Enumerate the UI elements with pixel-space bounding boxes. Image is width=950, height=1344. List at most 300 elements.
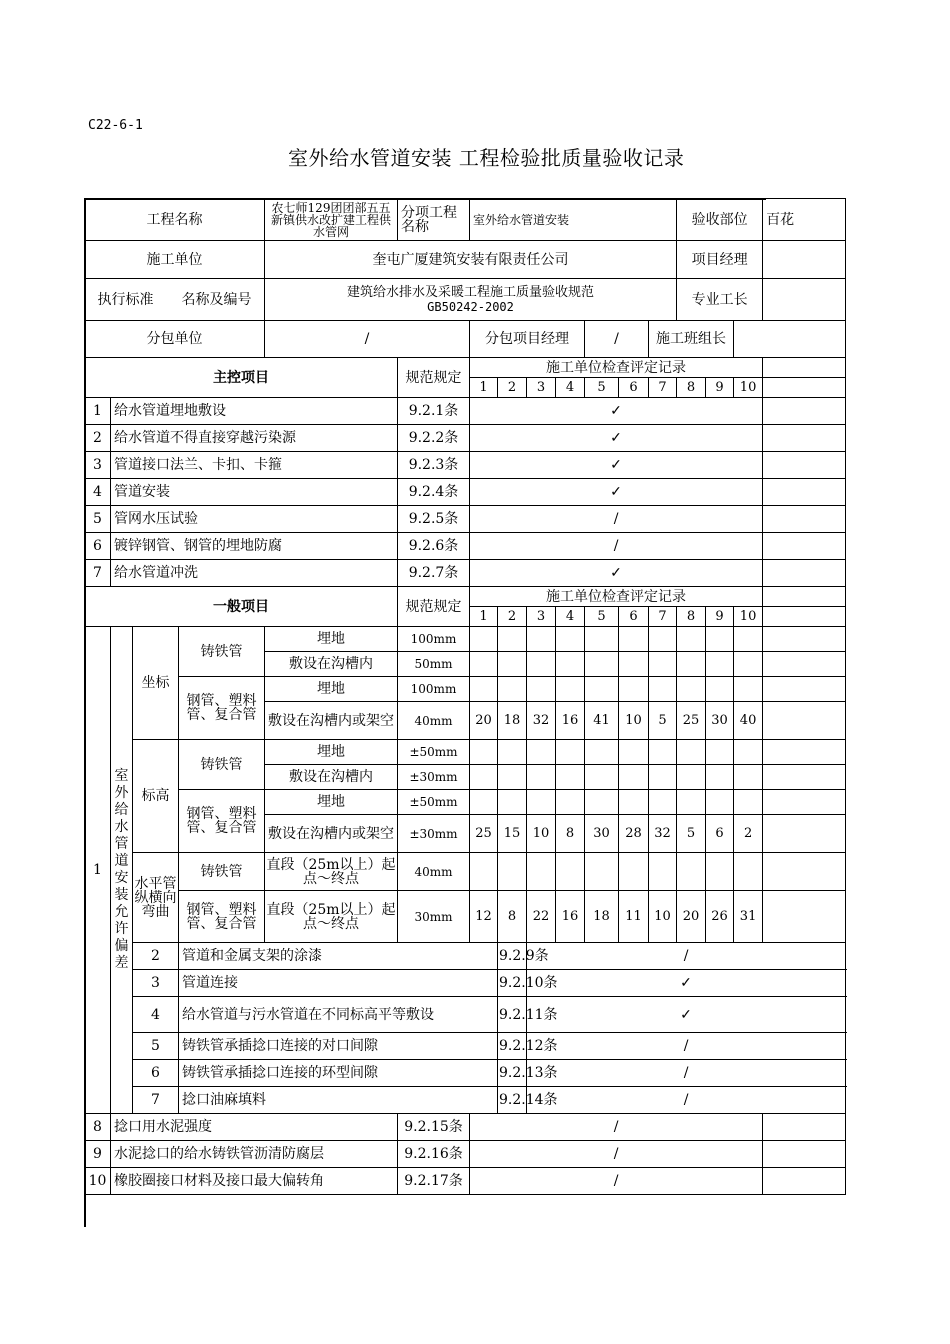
measure-value — [706, 652, 734, 677]
blank-cell — [763, 1141, 846, 1168]
item-name: 水泥捻口的给水铸铁管沥清防腐层 — [111, 1141, 398, 1168]
table-row — [85, 506, 846, 533]
measure-value — [677, 740, 706, 765]
cast-iron-label: 铸铁管 — [179, 740, 265, 790]
measure-value — [498, 853, 527, 891]
item-no: 5 — [85, 506, 111, 533]
table-row — [85, 853, 846, 891]
item-name: 给水管道埋地敷设 — [111, 398, 398, 425]
item-spec: 9.2.7条 — [398, 560, 470, 587]
item-no: 10 — [85, 1168, 111, 1195]
spec-value: ±50mm — [398, 740, 470, 765]
item-name: 管道安装 — [111, 479, 398, 506]
item-result: / — [470, 1114, 763, 1141]
item-no: 3 — [85, 452, 111, 479]
in-trench-label: 敷设在沟槽内 — [265, 765, 398, 790]
blank-cell — [763, 452, 846, 479]
cast-iron-label: 铸铁管 — [179, 853, 265, 891]
measure-value: 15 — [498, 815, 527, 853]
measure-value: 41 — [585, 702, 619, 740]
measure-value — [527, 652, 556, 677]
col-header: 8 — [677, 607, 706, 627]
table-row — [85, 321, 846, 358]
item-name: 给水管道冲洗 — [111, 560, 398, 587]
blank-cell — [763, 1168, 846, 1195]
team-label: 施工班组长 — [649, 321, 734, 358]
item-name: 管道接口法兰、卡扣、卡箍 — [111, 452, 398, 479]
project-name-value: 农七师129团团部五五新镇供水改扩建工程供水管网 — [265, 199, 398, 241]
blank-cell — [763, 1114, 846, 1141]
table-row — [85, 560, 846, 587]
measure-value: 25 — [470, 815, 498, 853]
measure-value — [649, 765, 677, 790]
blank-cell — [763, 677, 846, 702]
measure-value — [734, 853, 763, 891]
table-row — [85, 1141, 846, 1168]
measure-value — [556, 627, 585, 652]
measure-value — [498, 677, 527, 702]
measure-value — [734, 740, 763, 765]
blank-cell — [763, 652, 846, 677]
sub-pm-label: 分包项目经理 — [470, 321, 585, 358]
pm-label: 项目经理 — [677, 241, 763, 279]
standard-code: GB50242-2002 — [427, 299, 514, 314]
measure-value — [619, 677, 649, 702]
measure-value: 10 — [619, 702, 649, 740]
form-code: C22-6-1 — [88, 118, 143, 133]
item-name: 管道连接 — [179, 970, 498, 997]
spec-value: 50mm — [398, 652, 470, 677]
measure-value: 20 — [677, 891, 706, 943]
measure-value — [527, 790, 556, 815]
measure-value — [706, 677, 734, 702]
measure-value — [649, 740, 677, 765]
in-trench-label: 敷设在沟槽内 — [265, 652, 398, 677]
measure-value: 5 — [677, 815, 706, 853]
cast-iron-label: 铸铁管 — [179, 627, 265, 677]
measure-value: 28 — [619, 815, 649, 853]
col-header: 4 — [556, 378, 585, 398]
measure-value — [556, 677, 585, 702]
blank-cell — [763, 378, 846, 398]
deviation-no: 1 — [85, 627, 111, 1114]
col-header: 9 — [706, 378, 734, 398]
item-spec: 9.2.2条 — [398, 425, 470, 452]
measure-value — [585, 853, 619, 891]
measure-value — [556, 652, 585, 677]
table-row — [85, 279, 846, 321]
item-spec: 9.2.13条 — [498, 1060, 527, 1087]
col-header: 1 — [470, 378, 498, 398]
measure-value — [498, 765, 527, 790]
horiz-label: 水平管纵横向弯曲 — [133, 853, 179, 943]
measure-value: 11 — [619, 891, 649, 943]
item-no: 1 — [85, 398, 111, 425]
col-header: 5 — [585, 607, 619, 627]
measure-value — [498, 740, 527, 765]
buried-label: 埋地 — [265, 627, 398, 652]
measure-value — [556, 853, 585, 891]
measure-value: 30 — [706, 702, 734, 740]
sub-pm-value: / — [585, 321, 649, 358]
item-no: 8 — [85, 1114, 111, 1141]
table-row — [85, 587, 846, 607]
measure-value — [527, 627, 556, 652]
item-spec: 9.2.3条 — [398, 452, 470, 479]
measure-value: 16 — [556, 702, 585, 740]
item-no: 7 — [85, 560, 111, 587]
table-row — [85, 677, 846, 702]
constructor-value: 奎屯广厦建筑安装有限责任公司 — [265, 241, 677, 279]
measure-value — [470, 790, 498, 815]
table-row — [85, 199, 846, 241]
measure-value — [734, 790, 763, 815]
measure-value — [585, 627, 619, 652]
page-title: 室外给水管道安装 工程检验批质量验收记录 — [288, 146, 685, 170]
steel-plastic-label: 钢管、塑料管、复合管 — [179, 790, 265, 853]
table-row — [85, 358, 846, 378]
constructor-label: 施工单位 — [85, 241, 265, 279]
measure-value — [677, 652, 706, 677]
spec-value: 30mm — [398, 891, 470, 943]
measure-value — [527, 677, 556, 702]
item-name: 铸铁管承插捻口连接的环型间隙 — [179, 1060, 498, 1087]
col-header: 2 — [498, 607, 527, 627]
foreman-value — [763, 279, 846, 321]
standard-value — [265, 279, 677, 321]
subitem-label: 分项工程名称 — [398, 199, 470, 241]
table-row — [85, 1033, 846, 1060]
measure-value — [649, 790, 677, 815]
spec-value: 100mm — [398, 627, 470, 652]
item-result: / — [527, 1033, 846, 1060]
table-row — [85, 970, 846, 997]
col-header: 5 — [585, 378, 619, 398]
measure-value: 32 — [649, 815, 677, 853]
item-no: 4 — [85, 479, 111, 506]
measure-value — [556, 790, 585, 815]
table-top-border — [84, 198, 766, 200]
table-row — [85, 627, 846, 652]
item-spec: 9.2.10条 — [498, 970, 527, 997]
measure-value: 2 — [734, 815, 763, 853]
table-row — [85, 1114, 846, 1141]
steel-plastic-label: 钢管、塑料管、复合管 — [179, 677, 265, 740]
main-section-label: 主控项目 — [85, 358, 398, 398]
measure-value — [619, 790, 649, 815]
measure-value — [619, 853, 649, 891]
measure-value — [619, 652, 649, 677]
buried-label: 埋地 — [265, 677, 398, 702]
measure-value — [470, 765, 498, 790]
item-spec: 9.2.6条 — [398, 533, 470, 560]
blank-cell — [763, 533, 846, 560]
standard-name: 建筑给水排水及采暖工程施工质量验收规范 — [347, 284, 595, 300]
measure-value — [734, 677, 763, 702]
measure-value: 8 — [556, 815, 585, 853]
measure-value — [527, 765, 556, 790]
table-row — [85, 533, 846, 560]
item-no: 2 — [85, 425, 111, 452]
spec-label: 规范规定 — [398, 587, 470, 627]
col-header: 9 — [706, 607, 734, 627]
measure-value: 8 — [498, 891, 527, 943]
item-result: ✓ — [470, 425, 763, 452]
spec-label: 规范规定 — [398, 358, 470, 398]
measure-value — [677, 627, 706, 652]
item-result: / — [470, 506, 763, 533]
col-header: 1 — [470, 607, 498, 627]
item-result: / — [470, 533, 763, 560]
table-row — [85, 740, 846, 765]
spec-value: ±30mm — [398, 815, 470, 853]
buried-label: 埋地 — [265, 790, 398, 815]
item-result: ✓ — [527, 997, 846, 1033]
blank-cell — [763, 702, 846, 740]
item-spec: 9.2.15条 — [398, 1114, 470, 1141]
steel-plastic-label: 钢管、塑料管、复合管 — [179, 891, 265, 943]
measure-value — [706, 853, 734, 891]
table-row — [85, 1087, 846, 1114]
measure-value — [470, 627, 498, 652]
measure-value — [677, 765, 706, 790]
item-spec: 9.2.11条 — [498, 997, 527, 1033]
measure-value — [649, 677, 677, 702]
measure-value: 10 — [649, 891, 677, 943]
table-row — [85, 1168, 846, 1195]
measure-value — [498, 790, 527, 815]
col-header: 6 — [619, 378, 649, 398]
sub-unit-label: 分包单位 — [85, 321, 265, 358]
measure-value — [706, 740, 734, 765]
table-row — [85, 891, 846, 943]
measure-value: 20 — [470, 702, 498, 740]
measure-value — [649, 652, 677, 677]
item-name: 管网水压试验 — [111, 506, 398, 533]
item-spec: 9.2.17条 — [398, 1168, 470, 1195]
item-no: 4 — [133, 997, 179, 1033]
coord-label: 坐标 — [133, 627, 179, 740]
measure-value — [585, 765, 619, 790]
measure-value: 12 — [470, 891, 498, 943]
measure-value — [734, 765, 763, 790]
col-header: 4 — [556, 607, 585, 627]
col-header: 6 — [619, 607, 649, 627]
item-result: / — [527, 1060, 846, 1087]
measure-value — [734, 652, 763, 677]
measure-value — [470, 677, 498, 702]
item-no: 2 — [133, 943, 179, 970]
item-spec: 9.2.5条 — [398, 506, 470, 533]
spec-value: 40mm — [398, 853, 470, 891]
blank-cell — [763, 506, 846, 533]
blank-cell — [763, 479, 846, 506]
item-result: / — [470, 1168, 763, 1195]
item-name: 捻口油麻填料 — [179, 1087, 498, 1114]
trench-or-air-label: 敷设在沟槽内或架空 — [265, 815, 398, 853]
table-row — [85, 479, 846, 506]
table-left-border — [84, 198, 86, 1227]
measure-value — [649, 853, 677, 891]
blank-cell — [763, 607, 846, 627]
buried-label: 埋地 — [265, 740, 398, 765]
measure-value — [498, 627, 527, 652]
spec-value: ±30mm — [398, 765, 470, 790]
item-result: ✓ — [470, 479, 763, 506]
col-header: 3 — [527, 607, 556, 627]
blank-cell — [763, 853, 846, 891]
form-table-viewport[interactable] — [84, 198, 795, 1228]
table-row — [85, 241, 846, 279]
spec-value: 40mm — [398, 702, 470, 740]
blank-cell — [763, 740, 846, 765]
blank-cell — [763, 790, 846, 815]
measure-value: 6 — [706, 815, 734, 853]
item-result: ✓ — [470, 560, 763, 587]
team-value — [734, 321, 846, 358]
item-no: 5 — [133, 1033, 179, 1060]
standard-label: 执行标准 名称及编号 — [85, 279, 265, 321]
measure-value — [706, 627, 734, 652]
table-row — [85, 997, 846, 1033]
measure-value — [619, 740, 649, 765]
item-name: 铸铁管承插捻口连接的对口间隙 — [179, 1033, 498, 1060]
measure-value — [527, 853, 556, 891]
item-name: 橡胶圈接口材料及接口最大偏转角 — [111, 1168, 398, 1195]
sub-unit-value: / — [265, 321, 470, 358]
straight-label: 直段（25m以上）起点～终点 — [265, 891, 398, 943]
table-row — [85, 943, 846, 970]
measure-value: 16 — [556, 891, 585, 943]
table-row — [85, 398, 846, 425]
measure-value — [585, 652, 619, 677]
table-row — [85, 452, 846, 479]
measure-value — [470, 652, 498, 677]
measure-value — [619, 627, 649, 652]
item-spec: 9.2.16条 — [398, 1141, 470, 1168]
measure-value: 40 — [734, 702, 763, 740]
vertical-label: 室外给水管道安装允许偏差 — [114, 768, 129, 971]
general-section-label: 一般项目 — [85, 587, 398, 627]
measure-value — [585, 790, 619, 815]
item-spec: 9.2.9条 — [498, 943, 527, 970]
measure-value — [556, 765, 585, 790]
measure-value: 22 — [527, 891, 556, 943]
item-no: 6 — [85, 533, 111, 560]
measure-value — [498, 652, 527, 677]
measure-value — [677, 677, 706, 702]
item-no: 7 — [133, 1087, 179, 1114]
measure-value — [619, 765, 649, 790]
col-header: 8 — [677, 378, 706, 398]
measure-value: 25 — [677, 702, 706, 740]
item-name: 镀锌钢管、钢管的埋地防腐 — [111, 533, 398, 560]
blank-cell — [763, 425, 846, 452]
pm-value — [763, 241, 846, 279]
straight-label: 直段（25m以上）起点～终点 — [265, 853, 398, 891]
check-record-label: 施工单位检查评定记录 — [470, 358, 763, 378]
measure-value — [585, 740, 619, 765]
table-row — [85, 790, 846, 815]
blank-cell — [763, 815, 846, 853]
col-header: 2 — [498, 378, 527, 398]
item-result: ✓ — [470, 452, 763, 479]
measure-value: 26 — [706, 891, 734, 943]
item-result: ✓ — [527, 970, 846, 997]
measure-value — [470, 853, 498, 891]
item-no: 6 — [133, 1060, 179, 1087]
inspection-form-table — [84, 198, 846, 1195]
trench-or-air-label: 敷设在沟槽内或架空 — [265, 702, 398, 740]
blank-cell — [763, 765, 846, 790]
measure-value — [470, 740, 498, 765]
item-name: 给水管道不得直接穿越污染源 — [111, 425, 398, 452]
item-spec: 9.2.1条 — [398, 398, 470, 425]
item-result: / — [470, 1141, 763, 1168]
measure-value — [734, 627, 763, 652]
measure-value: 18 — [585, 891, 619, 943]
blank-cell — [763, 891, 846, 943]
measure-value — [677, 790, 706, 815]
item-result: / — [527, 1087, 846, 1114]
deviation-label — [111, 627, 133, 1114]
blank-cell — [763, 358, 846, 378]
item-result: ✓ — [470, 398, 763, 425]
measure-value: 31 — [734, 891, 763, 943]
measure-value — [706, 790, 734, 815]
col-header: 7 — [649, 378, 677, 398]
item-no: 9 — [85, 1141, 111, 1168]
elev-label: 标高 — [133, 740, 179, 853]
col-header: 10 — [734, 378, 763, 398]
spec-value: ±50mm — [398, 790, 470, 815]
measure-value — [677, 853, 706, 891]
col-header: 7 — [649, 607, 677, 627]
measure-value: 18 — [498, 702, 527, 740]
measure-value — [556, 740, 585, 765]
project-name-label: 工程名称 — [85, 199, 265, 241]
item-no: 3 — [133, 970, 179, 997]
accept-part-value: 百花 — [763, 199, 846, 241]
item-name: 捻口用水泥强度 — [111, 1114, 398, 1141]
measure-value: 5 — [649, 702, 677, 740]
measure-value — [706, 765, 734, 790]
blank-cell — [763, 560, 846, 587]
item-name: 给水管道与污水管道在不同标高平等敷设 — [179, 997, 498, 1033]
item-spec: 9.2.4条 — [398, 479, 470, 506]
item-name: 管道和金属支架的涂漆 — [179, 943, 498, 970]
item-spec: 9.2.12条 — [498, 1033, 527, 1060]
item-spec: 9.2.14条 — [498, 1087, 527, 1114]
table-row — [85, 425, 846, 452]
measure-value: 10 — [527, 815, 556, 853]
measure-value — [585, 677, 619, 702]
foreman-label: 专业工长 — [677, 279, 763, 321]
subitem-value: 室外给水管道安装 — [470, 199, 677, 241]
accept-part-label: 验收部位 — [677, 199, 763, 241]
blank-cell — [763, 627, 846, 652]
blank-cell — [763, 398, 846, 425]
col-header: 10 — [734, 607, 763, 627]
col-header: 3 — [527, 378, 556, 398]
measure-value: 30 — [585, 815, 619, 853]
measure-value: 32 — [527, 702, 556, 740]
measure-value — [527, 740, 556, 765]
measure-value — [649, 627, 677, 652]
item-result: / — [527, 943, 846, 970]
spec-value: 100mm — [398, 677, 470, 702]
blank-cell — [763, 587, 846, 607]
